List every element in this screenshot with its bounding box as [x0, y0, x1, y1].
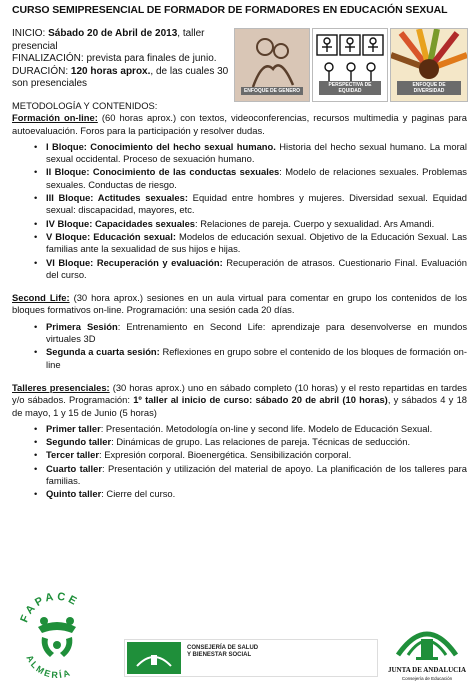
course-body — [12, 100, 467, 502]
list-item: • VI Bloque: Recuperación y evaluación: Recuperación de atrasos. Cuestionario Final. Evaluación del curso. — [46, 257, 467, 282]
junta-andalucia-logo — [384, 615, 470, 685]
badge-equity — [312, 28, 388, 102]
consejeria-line2: Y BIENESTAR SOCIAL — [187, 652, 252, 658]
junta-emblem-icon — [384, 615, 470, 665]
badge-diversity — [390, 28, 468, 102]
workshops-intro — [12, 382, 467, 419]
fapace-city: ALMERÍA — [24, 653, 73, 681]
online-text: (60 horas aprox.) con textos, videoconferencias, recursos multimedia y paginas para autoevaluación. Foros para la participación y resolver dudas. — [12, 112, 467, 136]
list-item: • Primera Sesión: Entrenamiento en Second Life: aprendizaje para desenvolverse en mundos virtuales 3D — [46, 321, 467, 346]
list-item: • Primer taller: Presentación. Metodología on-line y second life. Modelo de Educación Sexual. — [46, 423, 467, 435]
online-label: Formación on-line: — [12, 112, 98, 124]
list-item: • Segunda a cuarta sesión: Reflexiones en grupo sobre el contenido de los bloques de formación on-line — [46, 346, 467, 371]
workshops-text: (30 horas aprox.) uno en sábado completo (10 horas) y el resto repartidas en tardes y/o sábados. Programación: — [12, 381, 467, 406]
approach-badges — [234, 28, 466, 100]
badge-equity-label: PERSPECTIVA DE EQUIDAD — [319, 81, 381, 95]
methodology-heading: METODOLOGÍA Y CONTENIDOS: — [12, 100, 158, 111]
consejeria-logo — [124, 639, 378, 677]
consejeria-line1: CONSEJERÍA DE SALUD — [187, 645, 259, 651]
fapace-name: FAPACE — [18, 590, 82, 625]
list-item: • I Bloque: Conocimiento del hecho sexual humano. Historia del hecho sexual humano. La moral sexual occidental. Proceso de sexuación humano. — [46, 141, 467, 166]
badge-gender — [234, 28, 310, 102]
duration-rest: , de las cuales 30 son presenciales — [12, 65, 229, 89]
duration-value: 120 horas aprox. — [70, 65, 151, 77]
course-intro — [12, 28, 232, 91]
people-circle-icon — [38, 617, 76, 657]
workshops-schedule: , y sábados 4 y 18 de mayo, 1 y 15 de Junio (5 horas) — [12, 394, 468, 418]
workshops-label: Talleres presenciales: — [12, 381, 110, 393]
second-life-session-list — [12, 321, 467, 371]
sponsor-logos — [0, 585, 474, 692]
second-life-text: (30 hora aprox.) sesiones en un aula virtual para comentar en grupo los contenidos de los bloques formativos on-line. Programación: una sesión cada 20 días. — [12, 292, 467, 316]
end-info: FINALIZACIÓN: prevista para finales de junio. — [12, 53, 217, 64]
junta-sub: Consejería de Educación — [401, 676, 453, 681]
duration-label: DURACIÓN: — [12, 65, 71, 77]
start-label: INICIO: — [12, 28, 49, 39]
duration-info — [12, 66, 232, 91]
list-item: • III Bloque: Actitudes sexuales: Equidad entre hombres y mujeres. Diversidad sexual. Equidad sexual: discapacidad, mayores, etc. — [46, 192, 467, 217]
svg-text:ALMERÍA — [24, 653, 73, 680]
workshops-first-date: 1º taller al inicio de curso: sábado 20 de abril (10 horas) — [133, 394, 388, 406]
online-block-list — [12, 141, 467, 281]
workshop-list — [12, 423, 467, 501]
list-item: • IV Bloque: Capacidades sexuales: Relaciones de pareja. Cuerpo y sexualidad. Ars Amandi. — [46, 218, 467, 230]
badge-diversity-label: ENFOQUE DE DIVERSIDAD — [397, 81, 461, 95]
start-info — [12, 28, 232, 53]
fapace-logo — [16, 587, 98, 683]
start-rest: , taller presencial — [12, 28, 205, 52]
junta-name: JUNTA DE ANDALUCIA — [387, 666, 467, 674]
andalucia-emblem-icon — [127, 642, 181, 674]
list-item: • V Bloque: Educación sexual: Modelos de educación sexual. Objetivo de la Educación Sexual. Las familias ante la sexualidad de sus hijos e hijas. — [46, 231, 467, 256]
second-life-intro — [12, 292, 467, 317]
second-life-label: Second Life: — [12, 292, 70, 304]
list-item: • Quinto taller: Cierre del curso. — [46, 488, 467, 500]
list-item: • Tercer taller: Expresión corporal. Bioenergética. Sensibilización corporal. — [46, 449, 467, 461]
list-item: • Cuarto taller: Presentación y utilización del material de apoyo. La planificación de los talleres para familias. — [46, 463, 467, 488]
list-item: • II Bloque: Conocimiento de las conductas sexuales: Modelo de relaciones sexuales. Problemas sexuales. Conductas de riesgo. — [46, 166, 467, 191]
badge-gender-label: ENFOQUE DE GENERO — [241, 87, 303, 95]
online-intro — [12, 112, 467, 137]
list-item: • Segundo taller: Dinámicas de grupo. Las relaciones de pareja. Técnicas de seducción. — [46, 436, 467, 448]
page-title: CURSO SEMIPRESENCIAL DE FORMADOR DE FORMADORES EN EDUCACIÓN SEXUAL — [12, 4, 448, 16]
start-date: Sábado 20 de Abril de 2013 — [48, 28, 178, 39]
